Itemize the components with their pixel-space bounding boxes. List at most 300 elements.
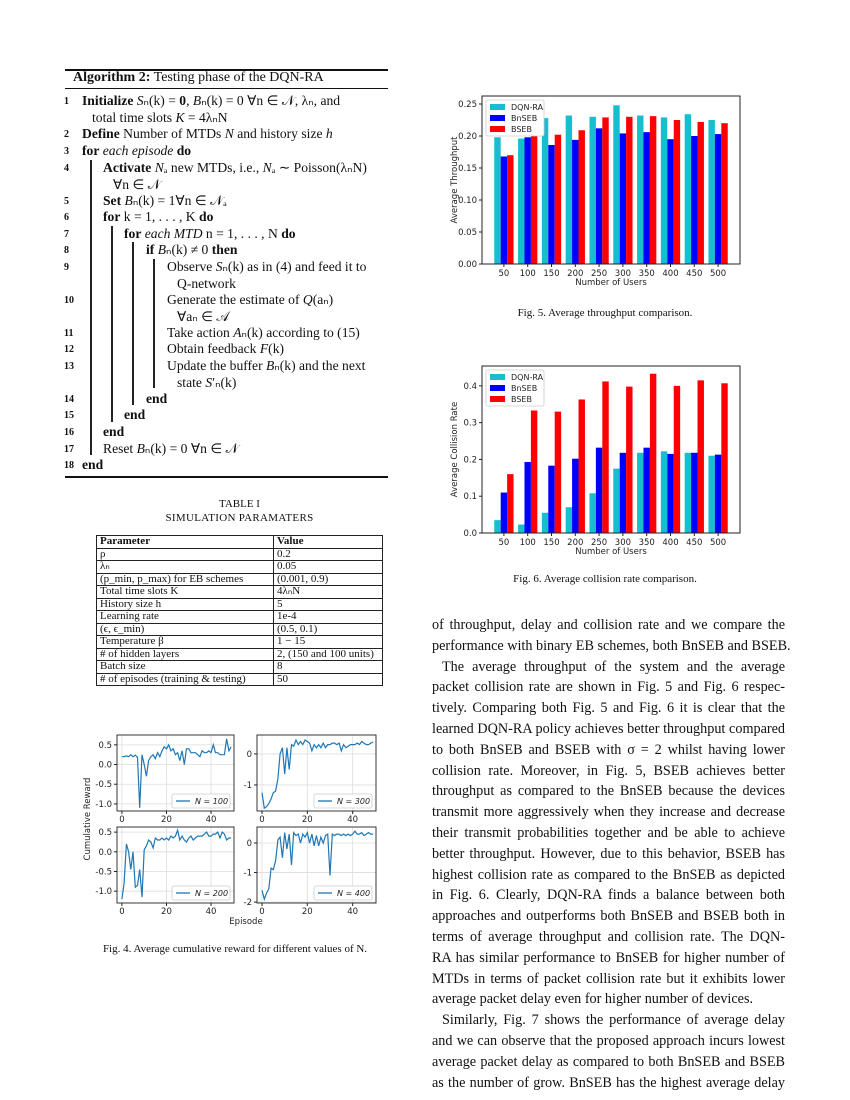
algorithm-text: Set	[103, 193, 122, 208]
bar-bnseb	[620, 133, 626, 264]
algorithm-line	[124, 407, 145, 423]
x-tick-label: 0	[119, 907, 125, 917]
y-axis-label: Average Throughput	[450, 136, 460, 224]
algorithm-text: N	[154, 160, 164, 175]
bar-dqn-ra	[494, 137, 500, 264]
x-tick-label: 0	[259, 907, 265, 917]
x-tick-label: 50	[498, 538, 510, 548]
line-number: 7	[64, 229, 69, 240]
x-tick-label: 200	[567, 538, 584, 548]
line-number: 1	[64, 96, 69, 107]
y-tick-label: -0.5	[95, 867, 112, 878]
y-tick-label: -0.5	[95, 780, 112, 791]
algorithm-text: ₙ(k) = 0 ∀n ∈ 𝒩, λₙ, and	[201, 93, 341, 108]
algorithm-text: B	[124, 193, 133, 208]
algorithm-text: Define	[82, 126, 120, 141]
y-tick-label: 0.2	[463, 455, 477, 466]
x-tick-label: 400	[662, 538, 679, 548]
line-number: 2	[64, 129, 69, 140]
body-text-line: terms of average throughput and collision rate. The DQN-	[432, 929, 785, 945]
x-tick-label: 0	[259, 815, 265, 825]
algorithm-text: Number of MTDs	[119, 126, 225, 141]
algorithm-line	[103, 441, 239, 457]
algorithm-text: S	[136, 93, 144, 108]
line-number: 5	[64, 196, 69, 207]
algorithm-line	[167, 325, 360, 341]
algorithm-line	[167, 341, 284, 357]
algorithm-text: end	[103, 424, 125, 439]
body-text-line: as the number of grow. BnSEB has the highest average delay	[432, 1074, 785, 1091]
algorithm-text: Initialize	[82, 93, 137, 108]
bar-bnseb	[548, 145, 554, 264]
body-text-line: of throughput, delay and collision rate and we compare the	[432, 617, 785, 633]
param-name: Batch size	[97, 661, 274, 674]
bar-bseb	[626, 117, 632, 264]
algorithm-text: do	[199, 209, 214, 224]
bar-bseb	[698, 122, 704, 264]
body-text-line: tively. Comparing both Fig. 5 and Fig. 6 it is clear that the	[432, 700, 785, 717]
param-value: 5	[274, 598, 383, 611]
legend-label-dqn-ra: DQN-RA	[511, 373, 544, 382]
bar-bnseb	[524, 137, 530, 264]
line-number: 17	[64, 444, 74, 455]
algorithm-text: K	[175, 110, 185, 125]
algorithm-line	[82, 93, 340, 109]
line-number: 6	[64, 212, 69, 223]
bar-bseb	[579, 130, 585, 264]
algorithm-text: Update the buffer	[167, 358, 267, 373]
algorithm-text: ₐ ∼ Poisson(λₙN)	[271, 160, 367, 175]
y-axis-label: Cumulative Reward	[83, 777, 93, 861]
table-row	[97, 548, 383, 561]
bar-bseb	[626, 387, 632, 533]
algorithm-text: n = 1, . . . , N	[205, 226, 282, 241]
bar-bnseb	[524, 462, 530, 533]
algorithm-text: if	[146, 242, 155, 257]
algorithm-title-text: Testing phase of the DQN-RA	[150, 70, 324, 85]
body-text-line: highest collision rate as compared to the BnSEB as depicted	[432, 866, 785, 883]
y-tick-label: 0.5	[98, 740, 112, 751]
bar-bseb	[531, 136, 537, 264]
y-tick-label: 0.3	[463, 418, 477, 429]
algorithm-title	[73, 70, 324, 86]
x-tick-label: 250	[590, 538, 608, 548]
bar-bnseb	[691, 453, 697, 533]
algorithm-line	[103, 424, 124, 440]
table-row	[97, 611, 383, 624]
line-number: 10	[64, 295, 74, 306]
algorithm-text: ∀aₙ ∈ 𝒜	[177, 309, 230, 324]
algorithm-text: for	[124, 226, 142, 241]
param-value: 50	[274, 673, 383, 686]
line-number: 11	[64, 328, 74, 339]
x-tick-label: 20	[161, 907, 172, 917]
algorithm-text: B	[266, 358, 275, 373]
x-tick-label: 20	[301, 907, 313, 917]
x-tick-label: 20	[161, 815, 172, 825]
body-text-line: Similarly, Fig. 7 shows the performance of average delay	[442, 1012, 785, 1029]
bar-dqn-ra	[566, 116, 572, 264]
bar-bnseb	[667, 454, 673, 533]
y-tick-label: 0.10	[458, 196, 477, 206]
body-text-line: to both BnSEB and BSEB with σ = 2 whilst having lower	[432, 741, 785, 758]
param-name: History size h	[97, 598, 274, 611]
bar-dqn-ra	[708, 120, 714, 264]
x-tick-label: 350	[638, 538, 655, 548]
legend-label-dqn-ra: DQN-RA	[511, 103, 544, 112]
x-axis-label: Episode	[229, 917, 263, 927]
body-text-line: RA has similar performance to BnSEB for higher number of	[432, 949, 785, 966]
bar-dqn-ra	[589, 117, 595, 264]
param-name: (ϵ, ϵ_min)	[97, 623, 274, 636]
algorithm-text: S	[205, 375, 213, 390]
algorithm-text: Reset	[103, 441, 137, 456]
algorithm-title-rule	[65, 88, 388, 89]
algorithm-text: ,	[186, 93, 193, 108]
bar-bseb	[721, 383, 727, 533]
bar-bseb	[650, 374, 656, 533]
algorithm-text: ₙ(k) = 1∀n ∈ 𝒩ₐ	[132, 193, 227, 208]
body-text-line: average packet delay as compared to both BnSEB and BSEB	[432, 1053, 785, 1070]
param-name: Learning rate	[97, 611, 274, 624]
param-name: # of episodes (training & testing)	[97, 673, 274, 686]
x-tick-label: 300	[614, 538, 632, 548]
algorithm-text: B	[192, 93, 202, 108]
table-row	[97, 623, 383, 636]
algorithm-text: and history size	[233, 126, 326, 141]
x-tick-label: 40	[347, 815, 359, 825]
body-text-line: packet collision rate are shown in Fig. 5 and Fig. 6 respec-	[432, 679, 785, 696]
bar-dqn-ra	[708, 456, 714, 533]
param-name: Temperature β	[97, 636, 274, 649]
bar-bnseb	[667, 139, 673, 264]
line-number: 9	[64, 262, 69, 273]
y-tick-label: 0.0	[98, 847, 112, 858]
line-number: 3	[64, 146, 69, 157]
algorithm-text: Take action	[167, 325, 234, 340]
legend-label-bnseb: BnSEB	[511, 114, 538, 123]
bar-bnseb	[715, 455, 721, 533]
algorithm-line	[92, 110, 228, 126]
body-text-line: throughput as compared to the BnSEB because the devices	[432, 783, 785, 800]
algorithm-text: total time slots	[92, 110, 176, 125]
algorithm-text: Generate the estimate of	[167, 292, 303, 307]
y-tick-label: 0.0	[98, 760, 112, 771]
y-tick-label: 0.20	[458, 132, 477, 142]
x-tick-label: 0	[119, 815, 125, 825]
bar-bnseb	[572, 459, 578, 533]
figure-5-caption: Fig. 5. Average throughput comparison.	[517, 307, 693, 319]
bar-bseb	[674, 386, 680, 533]
legend-swatch-bnseb	[490, 115, 505, 121]
bar-dqn-ra	[518, 139, 524, 264]
legend-label: N = 100	[195, 797, 229, 806]
table-row	[97, 561, 383, 574]
algorithm-line	[167, 358, 365, 374]
bar-bseb	[650, 116, 656, 264]
algorithm-text: 0	[179, 93, 187, 108]
param-name: λₙ	[97, 561, 274, 574]
algorithm-text: state	[177, 375, 206, 390]
param-value: 8	[274, 661, 383, 674]
legend-swatch-bnseb	[490, 385, 505, 391]
x-tick-label: 100	[519, 538, 536, 548]
algorithm-text: each MTD	[141, 226, 206, 241]
line-number: 13	[64, 361, 74, 372]
bar-dqn-ra	[518, 525, 524, 533]
bar-dqn-ra	[589, 493, 595, 533]
algorithm-text: S	[215, 259, 223, 274]
y-tick-label: 0.5	[98, 828, 112, 839]
body-text-line: in Fig. 6. Clearly, DQN-RA finds a balance between both	[432, 887, 785, 904]
x-tick-label: 50	[498, 269, 510, 279]
bar-bnseb	[572, 140, 578, 264]
body-text-line: transmit more aggressively when they increase and decrease	[432, 804, 785, 821]
algorithm-text: Observe	[167, 259, 216, 274]
algorithm-line	[177, 375, 236, 391]
header-value: Value	[274, 536, 383, 549]
loop-bar-mtd	[132, 242, 134, 405]
body-text-line: average packet delay even for higher number of devices.	[432, 991, 754, 1008]
algorithm-text: ∀n ∈ 𝒩	[113, 177, 161, 192]
figure-4-reward-plots	[80, 725, 390, 930]
x-tick-label: 100	[519, 269, 536, 279]
bar-bnseb	[715, 134, 721, 264]
y-tick-label: 0	[246, 749, 252, 760]
legend-swatch-bseb	[490, 396, 505, 402]
legend-swatch-bseb	[490, 126, 505, 132]
algorithm-text: N	[262, 160, 272, 175]
param-value: (0.5, 0.1)	[274, 623, 383, 636]
bar-bseb	[721, 123, 727, 264]
line-number: 12	[64, 344, 74, 355]
bar-dqn-ra	[494, 520, 500, 533]
table-label: TABLE I	[219, 498, 260, 510]
algorithm-line	[103, 209, 213, 225]
body-text-line: their transmit probabilities together and be able to achieve	[432, 825, 785, 841]
algorithm-text: F	[259, 341, 269, 356]
algorithm-text: end	[124, 407, 146, 422]
param-name: # of hidden layers	[97, 648, 274, 661]
algorithm-text: k = 1, . . . , K	[120, 209, 200, 224]
y-tick-label: 0.00	[458, 260, 477, 270]
bar-bseb	[555, 412, 561, 533]
x-tick-label: 450	[686, 538, 703, 548]
figure-5-throughput-chart	[440, 90, 760, 300]
algorithm-text: ₙ(k) ≠ 0	[166, 242, 212, 257]
bar-bnseb	[501, 493, 507, 533]
algorithm-line	[177, 276, 236, 292]
y-tick-label: -1	[243, 780, 252, 791]
figure-6-caption: Fig. 6. Average collision rate comparison.	[513, 573, 697, 585]
x-tick-label: 350	[638, 269, 655, 279]
algorithm-text: Activate	[103, 160, 152, 175]
algorithm-bottom-rule	[65, 476, 388, 478]
body-text-line: and we can observe that the proposed approach incurs lowest	[432, 1033, 785, 1049]
param-value: 0.2	[274, 548, 383, 561]
legend-label-bseb: BSEB	[511, 125, 532, 134]
algorithm-text: A	[233, 325, 242, 340]
bar-bseb	[698, 380, 704, 533]
param-value: 4λₙN	[274, 586, 383, 599]
body-text-line: The average throughput of the system and the average	[442, 658, 785, 675]
line-number: 8	[64, 245, 69, 256]
bar-bseb	[674, 120, 680, 264]
bar-bnseb	[596, 128, 602, 264]
x-tick-label: 40	[205, 907, 217, 917]
algorithm-line	[103, 193, 227, 209]
loop-bar-episode	[90, 160, 92, 455]
algorithm-text: end	[82, 457, 104, 472]
body-text-line: better throughput. However, due to this behavior, BSEB has	[432, 845, 785, 862]
param-value: (0.001, 0.9)	[274, 573, 383, 586]
algorithm-text: for	[82, 143, 100, 158]
algorithm-text: ′ₙ(k)	[212, 375, 237, 390]
bar-dqn-ra	[542, 118, 548, 264]
param-name: (p_min, p_max) for EB schemes	[97, 573, 274, 586]
simulation-parameters-table	[96, 535, 383, 686]
algorithm-line	[146, 391, 167, 407]
table-row	[97, 648, 383, 661]
bar-dqn-ra	[637, 116, 643, 264]
table-row	[97, 636, 383, 649]
table-row	[97, 573, 383, 586]
x-tick-label: 150	[543, 538, 560, 548]
param-name: ρ	[97, 548, 274, 561]
algorithm-line	[146, 242, 237, 258]
body-text-line: learned DQN-RA policy achieves better throughput compared	[432, 721, 785, 737]
x-tick-label: 250	[590, 269, 608, 279]
loop-bar-k	[111, 226, 113, 422]
param-value: 1 − 15	[274, 636, 383, 649]
legend-swatch-dqn-ra	[490, 104, 505, 110]
line-number: 4	[64, 163, 69, 174]
x-tick-label: 40	[347, 907, 359, 917]
algorithm-line	[167, 292, 333, 308]
y-tick-label: -1.0	[95, 799, 112, 810]
body-text-line: collision rate. Moreover, in Fig. 5, BSEB achieves better	[432, 762, 785, 779]
body-text-line: MTDs in terms of packet collision rate but it exhibits lower	[432, 970, 785, 987]
bar-dqn-ra	[613, 469, 619, 533]
algorithm-text: then	[211, 242, 238, 257]
algorithm-text: ₙ(k) = 0 ∀n ∈ 𝒩	[144, 441, 239, 456]
algorithm-text: end	[146, 391, 168, 406]
bar-dqn-ra	[685, 114, 691, 264]
body-text-line: approaches and outperforms both BnSEB and BSEB both in	[432, 908, 785, 925]
bar-bnseb	[501, 156, 507, 264]
algorithm-text: do	[281, 226, 296, 241]
param-name: Total time slots K	[97, 586, 274, 599]
algorithm-line	[103, 160, 367, 176]
line-number: 14	[64, 394, 74, 405]
table-header-row	[97, 536, 383, 549]
legend-swatch-dqn-ra	[490, 374, 505, 380]
body-text-line: performance with binary EB schemes, both BnSEB and BSEB.	[432, 637, 791, 654]
y-axis-label: Average Collision Rate	[450, 401, 460, 498]
y-tick-label: 0.05	[458, 228, 477, 238]
algorithm-text: N	[224, 126, 234, 141]
table-row	[97, 673, 383, 686]
x-tick-label: 150	[543, 269, 560, 279]
y-tick-label: 0.1	[463, 492, 477, 503]
algorithm-text: Q	[302, 292, 313, 307]
algorithm-text: Q-network	[177, 276, 236, 291]
x-tick-label: 400	[662, 269, 679, 279]
bar-dqn-ra	[566, 507, 572, 533]
legend-label-bnseb: BnSEB	[511, 384, 538, 393]
table-title: SIMULATION PARAMATERS	[165, 512, 314, 524]
algorithm-line	[124, 226, 296, 242]
algorithm-text: each episode	[99, 143, 177, 158]
algorithm-line	[82, 143, 191, 159]
line-number: 18	[64, 460, 74, 471]
y-tick-label: 0.0	[463, 529, 477, 539]
bar-bnseb	[643, 132, 649, 264]
algorithm-text: ₙ(k) =	[143, 93, 180, 108]
bar-dqn-ra	[661, 117, 667, 264]
algorithm-text: ₐ new MTDs, i.e.,	[163, 160, 263, 175]
legend-label: N = 400	[337, 889, 371, 898]
bar-dqn-ra	[637, 453, 643, 533]
algorithm-text: Obtain feedback	[167, 341, 260, 356]
algorithm-text: h	[325, 126, 333, 141]
legend-label: N = 300	[337, 797, 371, 806]
algorithm-line	[82, 126, 333, 142]
bar-dqn-ra	[613, 105, 619, 264]
param-value: 1e-4	[274, 611, 383, 624]
param-value: 0.05	[274, 561, 383, 574]
legend-label-bseb: BSEB	[511, 395, 532, 404]
bar-bnseb	[691, 136, 697, 264]
y-tick-label: -2	[243, 898, 252, 909]
y-tick-label: -1.0	[95, 887, 112, 898]
algorithm-text: B	[136, 441, 145, 456]
x-tick-label: 200	[567, 269, 584, 279]
algorithm-text: (aₙ)	[312, 292, 334, 307]
figure-4-caption: Fig. 4. Average cumulative reward for different values of N.	[102, 943, 368, 955]
bar-dqn-ra	[685, 453, 691, 533]
x-axis-label: Number of Users	[575, 278, 647, 288]
algorithm-line	[113, 177, 161, 193]
algorithm-text: = 4λₙN	[184, 110, 228, 125]
header-parameter: Parameter	[97, 536, 274, 549]
bar-bseb	[531, 411, 537, 533]
line-number: 15	[64, 410, 74, 421]
x-tick-label: 300	[614, 269, 632, 279]
bar-bseb	[579, 399, 585, 533]
algorithm-text: for	[103, 209, 121, 224]
algorithm-text: ₙ(k) according to (15)	[241, 325, 360, 340]
algorithm-line	[177, 309, 229, 325]
algorithm-text: (k)	[268, 341, 285, 356]
figure-6-collision-chart	[440, 360, 760, 570]
table-row	[97, 586, 383, 599]
algorithm-line	[167, 259, 366, 275]
line-number: 16	[64, 427, 74, 438]
table-row	[97, 661, 383, 674]
bar-bnseb	[643, 448, 649, 533]
x-tick-label: 500	[709, 269, 727, 279]
legend-label: N = 200	[195, 889, 229, 898]
bar-bseb	[507, 474, 513, 533]
if-bar	[153, 259, 155, 388]
x-tick-label: 20	[301, 815, 313, 825]
algorithm-text: ₙ(k) and the next	[274, 358, 366, 373]
algorithm-text: ₙ(k) as in (4) and feed it to	[222, 259, 367, 274]
bar-dqn-ra	[661, 451, 667, 533]
bar-bseb	[507, 155, 513, 264]
table-row	[97, 598, 383, 611]
